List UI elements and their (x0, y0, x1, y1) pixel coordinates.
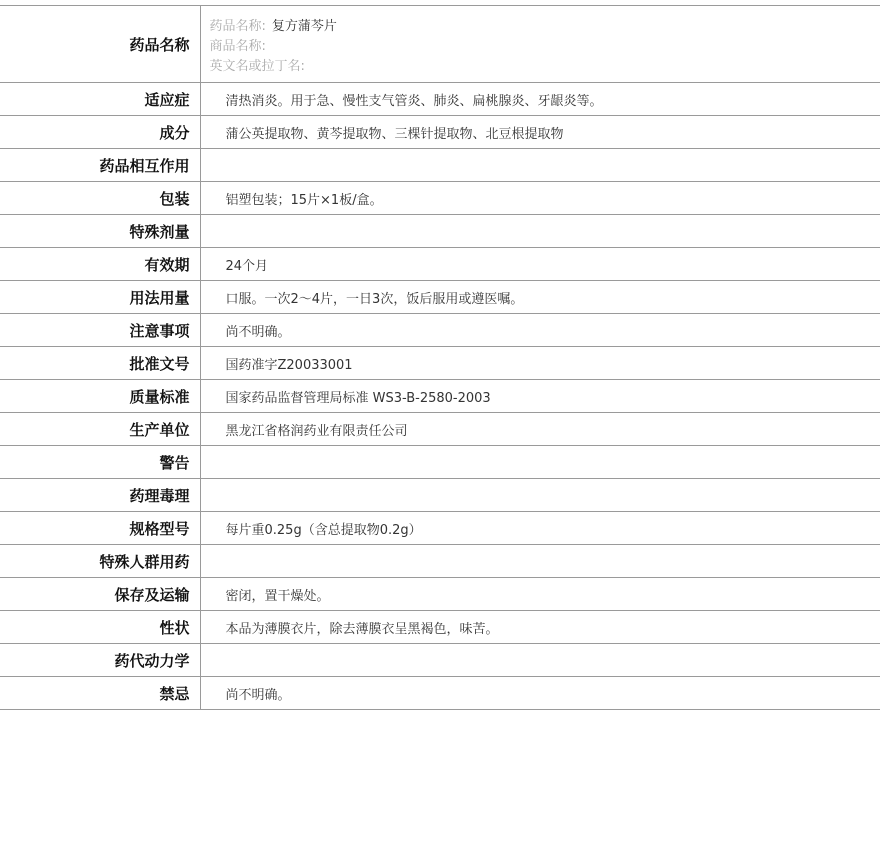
row-label: 质量标准 (0, 380, 200, 413)
table-row (0, 116, 880, 149)
table-row-drug-name (0, 6, 880, 83)
table-row (0, 83, 880, 116)
row-value: 尚不明确。 (200, 314, 880, 347)
row-label: 规格型号 (0, 512, 200, 545)
table-row (0, 215, 880, 248)
row-value: 黑龙江省格润药业有限责任公司 (200, 413, 880, 446)
row-value (200, 446, 880, 479)
row-label: 特殊剂量 (0, 215, 200, 248)
english-name-line (210, 57, 880, 77)
row-label: 注意事项 (0, 314, 200, 347)
row-value: 24个月 (200, 248, 880, 281)
row-label: 警告 (0, 446, 200, 479)
row-label: 药品名称 (0, 6, 200, 83)
row-value: 蒲公英提取物、黄芩提取物、三棵针提取物、北豆根提取物 (200, 116, 880, 149)
table-row (0, 545, 880, 578)
row-value (200, 149, 880, 182)
table-row (0, 512, 880, 545)
table-row (0, 644, 880, 677)
row-value: 口服。一次2～4片，一日3次，饭后服用或遵医嘱。 (200, 281, 880, 314)
row-label: 药理毒理 (0, 479, 200, 512)
row-label: 药代动力学 (0, 644, 200, 677)
row-value: 密闭，置干燥处。 (200, 578, 880, 611)
english-name-label: 英文名或拉丁名: (209, 58, 305, 74)
row-label: 特殊人群用药 (0, 545, 200, 578)
row-label: 批准文号 (0, 347, 200, 380)
generic-name-line (210, 17, 880, 37)
row-label: 包装 (0, 182, 200, 215)
table-row (0, 479, 880, 512)
table-row (0, 281, 880, 314)
table-row (0, 446, 880, 479)
table-row (0, 611, 880, 644)
table-row (0, 149, 880, 182)
row-value: 本品为薄膜衣片，除去薄膜衣呈黑褐色，味苦。 (200, 611, 880, 644)
table-row (0, 380, 880, 413)
table-row (0, 578, 880, 611)
drug-name-block (200, 6, 880, 83)
row-label: 成分 (0, 116, 200, 149)
row-value: 国家药品监督管理局标准 WS3-B-2580-2003 (200, 380, 880, 413)
row-value: 铝塑包装；15片×1板/盒。 (200, 182, 880, 215)
drug-spec-table (0, 5, 880, 710)
table-row (0, 248, 880, 281)
row-label: 生产单位 (0, 413, 200, 446)
row-value: 清热消炎。用于急、慢性支气管炎、肺炎、扁桃腺炎、牙龈炎等。 (200, 83, 880, 116)
row-value: 国药准字Z20033001 (200, 347, 880, 380)
table-row (0, 314, 880, 347)
row-label: 适应症 (0, 83, 200, 116)
row-value: 尚不明确。 (200, 677, 880, 710)
row-label: 保存及运输 (0, 578, 200, 611)
generic-name-label: 药品名称: (209, 18, 266, 34)
row-label: 性状 (0, 611, 200, 644)
table-row (0, 413, 880, 446)
row-value (200, 215, 880, 248)
row-value (200, 644, 880, 677)
row-value: 每片重0.25g（含总提取物0.2g） (200, 512, 880, 545)
generic-name-value: 复方蒲芩片 (271, 18, 337, 34)
row-label: 药品相互作用 (0, 149, 200, 182)
row-label: 禁忌 (0, 677, 200, 710)
row-label: 用法用量 (0, 281, 200, 314)
row-value (200, 545, 880, 578)
table-row (0, 347, 880, 380)
row-value (200, 479, 880, 512)
trade-name-label: 商品名称: (209, 38, 266, 54)
table-row (0, 182, 880, 215)
table-row (0, 677, 880, 710)
trade-name-line (210, 37, 880, 57)
row-label: 有效期 (0, 248, 200, 281)
